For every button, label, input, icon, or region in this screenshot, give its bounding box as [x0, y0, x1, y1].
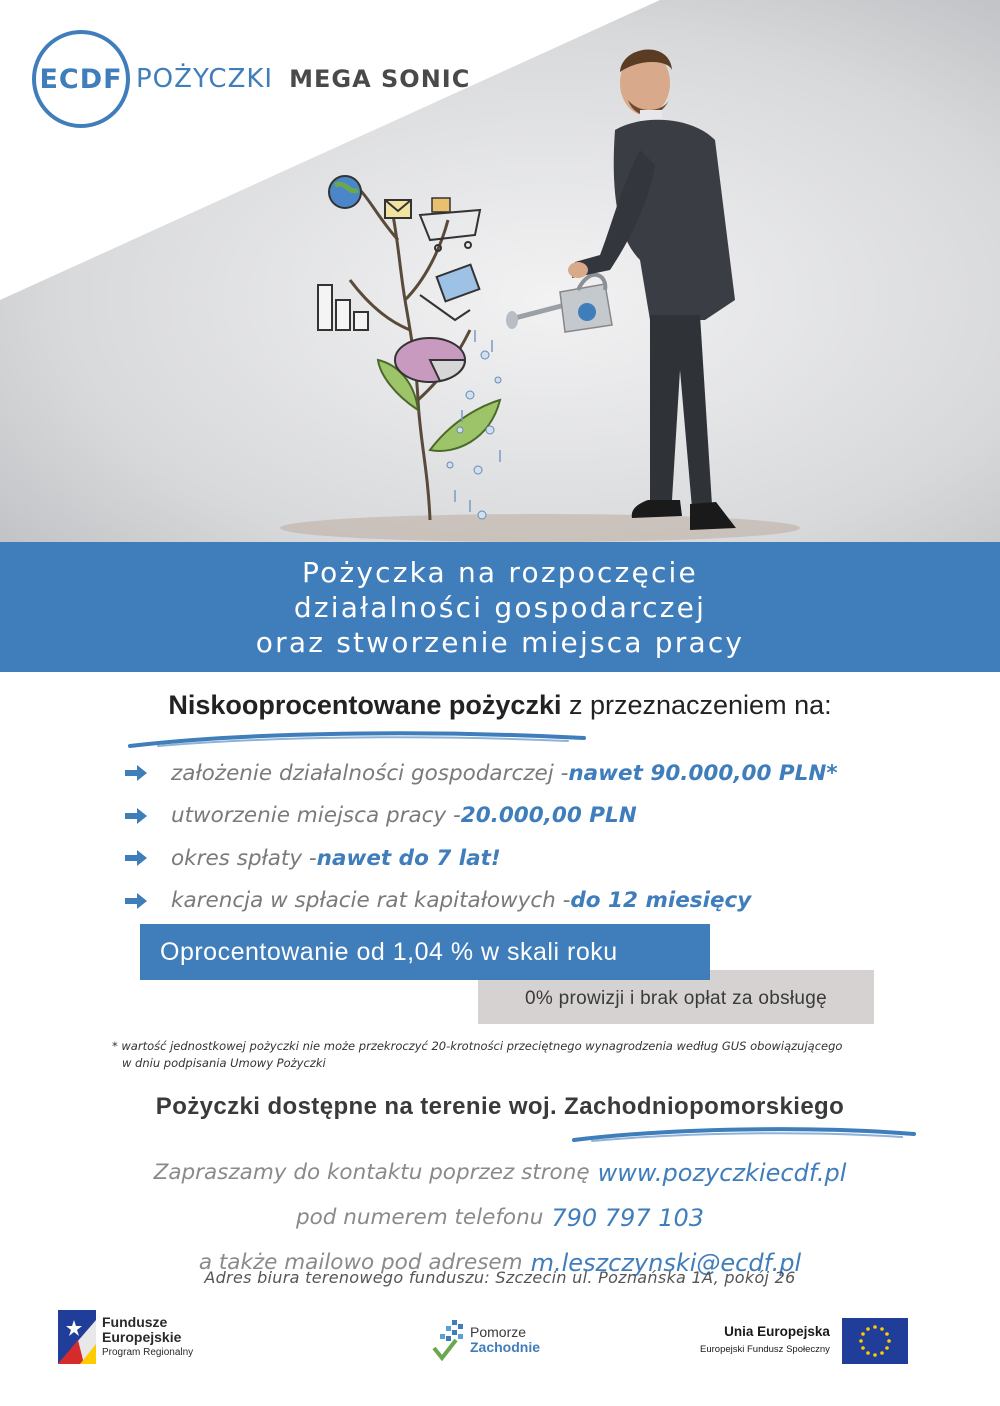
loan-features-list	[125, 752, 925, 922]
banner-line-1: Pożyczka na rozpoczęcie	[302, 555, 698, 589]
pozyczki-logo-text: POŻYCZKI	[136, 64, 274, 94]
list-item-highlight: 20.000,00 PLN	[460, 803, 637, 829]
pz-line-2: Zachodnie	[470, 1339, 541, 1355]
list-item-text: utworzenie miejsca pracy -	[171, 803, 461, 829]
arrow-right-icon	[125, 850, 147, 866]
phone-number[interactable]: 790 797 103	[551, 1203, 705, 1232]
arrow-right-icon	[125, 808, 147, 824]
list-item	[125, 880, 925, 923]
pz-line-1: Pomorze	[470, 1324, 527, 1340]
list-item-highlight: do 12 miesięcy	[570, 888, 752, 914]
list-item-text: karencja w spłacie rat kapitałowych -	[171, 888, 571, 914]
list-item	[125, 752, 925, 795]
ecdf-logo	[32, 30, 130, 128]
ecdf-logo-text: ECDF	[39, 63, 123, 95]
fe-line-3: Program Regionalny	[102, 1346, 194, 1358]
loans-heading	[0, 690, 1000, 721]
eu-flag-icon	[842, 1318, 908, 1364]
fe-line-1: Fundusze	[102, 1313, 168, 1330]
contact-phone-line	[0, 1195, 1000, 1240]
footnote	[112, 1038, 912, 1072]
pomorze-zachodnie-icon	[432, 1318, 468, 1362]
region-swoosh	[572, 1122, 918, 1144]
list-item	[125, 837, 925, 880]
loans-heading-bold: Niskooprocentowane pożyczki	[168, 690, 562, 720]
list-item-text: założenie działalności gospodarczej -	[171, 760, 569, 786]
arrow-right-icon	[125, 893, 147, 909]
list-item-highlight: nawet do 7 lat!	[316, 845, 501, 871]
list-item-highlight: nawet 90.000,00 PLN*	[568, 760, 838, 786]
banner-line-2: działalności gospodarczej	[293, 590, 707, 624]
contact-web-text: Zapraszamy do kontaktu poprzez stronę	[153, 1160, 590, 1185]
loans-heading-rest: z przeznaczeniem na:	[561, 690, 832, 720]
region-heading: Pożyczki dostępne na terenie woj. Zachodniopomorskiego	[155, 1093, 845, 1120]
contact-phone-text: pod numerem telefonu	[295, 1205, 544, 1230]
unia-europejska-logo	[700, 1318, 908, 1364]
list-item	[125, 795, 925, 838]
website-link[interactable]: www.pozyczkiecdf.pl	[597, 1158, 847, 1187]
arrow-right-icon	[125, 765, 147, 781]
contact-web-line	[0, 1150, 1000, 1195]
heading-swoosh	[128, 726, 588, 750]
title-banner	[0, 542, 1000, 672]
office-address: Adres biura terenowego funduszu: Szczecin ul. Poznańska 1A, pokój 26	[204, 1268, 796, 1287]
fee-box: 0% prowizji i brak opłat za obsługę	[478, 970, 874, 1024]
hero-image	[0, 0, 1000, 542]
fundusze-europejskie-logo	[58, 1310, 193, 1364]
footnote-line-2: w dniu podpisania Umowy Pożyczki	[122, 1056, 326, 1070]
fe-line-2: Europejskie	[102, 1328, 182, 1345]
pomorze-zachodnie-logo	[432, 1318, 540, 1362]
contact-mail-text: a także mailowo pod adresem	[198, 1250, 523, 1275]
interest-rate-box: Oprocentowanie od 1,04 % w skali roku	[140, 924, 710, 980]
banner-line-3: oraz stworzenie miejsca pracy	[255, 625, 745, 659]
email-link[interactable]: m.leszczynski@ecdf.pl	[530, 1248, 802, 1277]
megasonic-logo: MEGA SONIC	[289, 65, 471, 93]
list-item-text: okres spłaty -	[171, 845, 317, 871]
eu-line-1: Unia Europejska	[724, 1324, 830, 1339]
fundusze-europejskie-icon	[58, 1310, 96, 1364]
eu-line-2: Europejski Fundusz Społeczny	[700, 1344, 830, 1355]
contact-section	[0, 1150, 1000, 1285]
footnote-line-1: * wartość jednostkowej pożyczki nie może przekroczyć 20-krotności przeciętnego wynagrodzenia według GUS obowiązującego	[112, 1039, 843, 1053]
brand-logos	[32, 30, 470, 128]
